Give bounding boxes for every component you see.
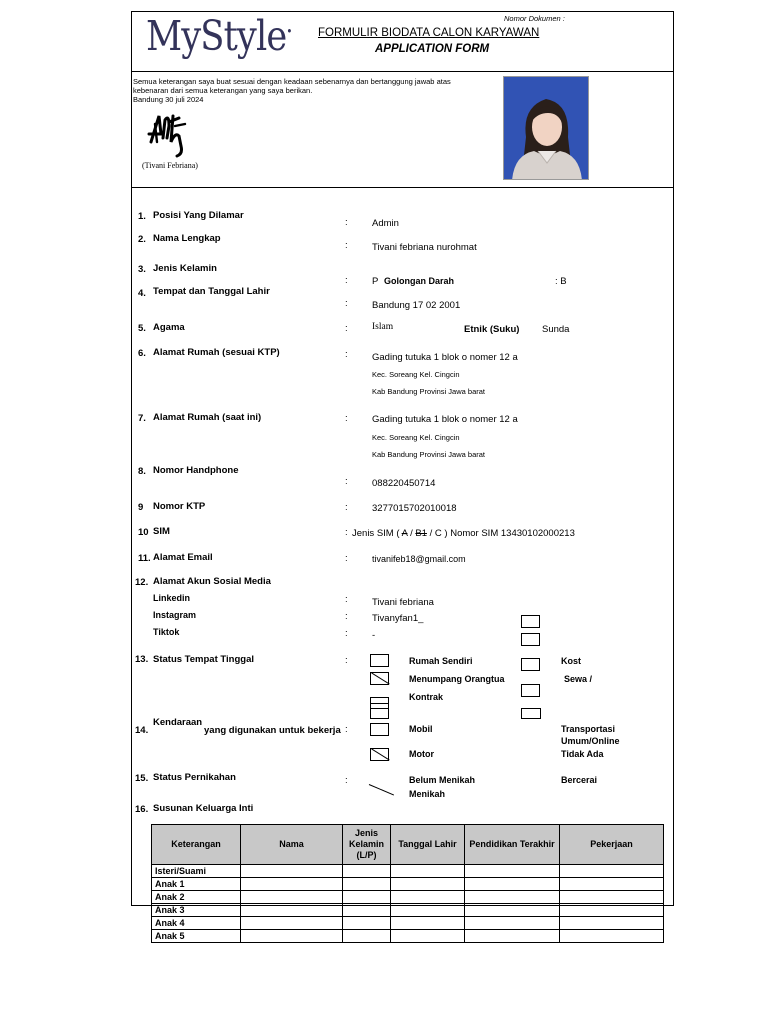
blood-type-value[interactable]: : B [555,276,567,287]
declaration-place-date: Bandung 30 juli 2024 [133,95,204,104]
colon: : [345,628,348,639]
sim-label: SIM [153,526,170,537]
checkbox-menumpang-orangtua[interactable] [370,672,389,685]
checkbox-sewa[interactable] [521,684,540,697]
checkbox-rumah-sendiri[interactable] [370,654,389,667]
table-cell[interactable] [241,917,343,930]
instagram-label: Instagram [153,610,197,620]
field-number: 16. [135,804,149,815]
email-value[interactable]: tivanifeb18@gmail.com [372,554,466,564]
row-label: Anak 2 [152,891,241,904]
field-number: 1. [138,211,146,222]
colon: : [345,655,348,666]
colon: : [345,275,348,286]
position-label: Posisi Yang Dilamar [153,210,244,221]
table-cell[interactable] [560,917,664,930]
checkbox-transportasi[interactable] [521,708,541,719]
table-cell[interactable] [391,891,465,904]
row-label: Isteri/Suami [152,865,241,878]
option-kost: Kost [561,656,581,666]
phone-label: Nomor Handphone [153,465,239,476]
field-number: 6. [138,348,146,359]
option-menumpang-orangtua: Menumpang Orangtua [409,674,505,684]
table-cell[interactable] [560,878,664,891]
table-cell[interactable] [343,904,391,917]
field-number: 4. [138,288,146,299]
family-composition-label: Susunan Keluarga Inti [153,803,254,814]
table-cell[interactable] [391,878,465,891]
option-menikah: Menikah [409,789,446,799]
birth-place-date-value[interactable]: Bandung 17 02 2001 [372,300,461,311]
colon: : [345,323,348,334]
checkbox-kost[interactable] [521,658,540,671]
option-bercerai: Bercerai [561,775,598,785]
colon: : [345,611,348,622]
social-media-label: Alamat Akun Sosial Media [153,576,271,587]
instagram-value[interactable]: Tivanyfan1_ [372,613,424,624]
colon: : [345,298,348,309]
option-umum-online: Umum/Online [561,736,620,746]
table-cell[interactable] [560,930,664,943]
vehicle-label-suffix: yang digunakan untuk bekerja [204,725,341,736]
phone-value[interactable]: 088220450714 [372,478,436,489]
applicant-photo [503,76,589,180]
table-cell[interactable] [343,878,391,891]
table-cell[interactable] [241,930,343,943]
table-cell[interactable] [391,904,465,917]
row-label: Anak 1 [152,878,241,891]
colon: : [345,594,348,605]
colon: : [345,527,348,538]
full-name-value[interactable]: Tivani febriana nurohmat [372,242,477,253]
row-label: Anak 3 [152,904,241,917]
linkedin-value[interactable]: Tivani febriana [372,597,434,608]
colon: : [345,217,348,228]
ktp-address-line-3[interactable]: Kab Bandung Provinsi Jawa barat [372,387,485,396]
field-number: 12. [135,577,149,588]
checkbox-mobil[interactable] [370,723,389,736]
vehicle-label: Kendaraan [153,717,203,728]
checkbox[interactable] [521,633,540,646]
option-motor: Motor [409,749,434,759]
sim-option-b1: B1 [415,528,427,539]
colon: : [345,240,348,251]
table-row [152,930,664,943]
linkedin-label: Linkedin [153,593,191,603]
current-address-line-1[interactable]: Gading tutuka 1 blok o nomer 12 a [372,414,518,425]
table-row [152,904,664,917]
field-number: 2. [138,234,146,245]
ktp-address-label: Alamat Rumah (sesuai KTP) [153,347,280,358]
table-cell[interactable] [391,917,465,930]
full-name-label: Nama Lengkap [153,233,221,244]
checkbox[interactable] [521,615,540,628]
table-cell[interactable] [465,904,560,917]
table-cell[interactable] [241,865,343,878]
table-cell[interactable] [241,904,343,917]
field-number: 5. [138,323,146,334]
field-number: 13. [135,654,149,665]
current-address-label: Alamat Rumah (saat ini) [153,412,262,423]
colon: : [345,502,348,513]
table-cell[interactable] [560,865,664,878]
ktp-address-line-1[interactable]: Gading tutuka 1 blok o nomer 12 a [372,352,518,363]
ktp-number-value[interactable]: 3277015702010018 [372,503,457,514]
field-number: 10 [138,527,149,538]
field-number: 15. [135,773,149,784]
column-header: Pendidikan Terakhir [465,825,560,865]
column-header: Jenis Kelamin (L/P) [343,825,391,865]
table-row [152,917,664,930]
marital-status-label: Status Pernikahan [153,772,236,783]
table-cell[interactable] [465,917,560,930]
table-row [152,865,664,878]
row-label: Anak 4 [152,917,241,930]
position-value[interactable]: Admin [372,218,399,229]
table-cell[interactable] [241,878,343,891]
colon: : [345,413,348,424]
tiktok-label: Tiktok [153,627,180,637]
signer-name: (Tivani Febriana) [142,161,198,170]
field-number: 9 [138,502,144,513]
table-cell[interactable] [343,917,391,930]
form-title: FORMULIR BIODATA CALON KARYAWAN [318,27,540,39]
birth-place-date-label: Tempat dan Tanggal Lahir [153,286,270,297]
declaration-line-1: Semua keterangan saya buat sesuai dengan keadaan sebenarnya dan bertanggung jawab atas [133,77,451,86]
column-header: Pekerjaan [560,825,664,865]
field-number: 14. [135,725,149,736]
table-cell[interactable] [560,904,664,917]
checkbox-kontrak-2[interactable] [370,708,389,719]
colon: : [345,476,348,487]
option-sewa: Sewa / [564,674,593,684]
row-label: Anak 5 [152,930,241,943]
option-rumah-sendiri: Rumah Sendiri [409,656,473,666]
table-cell[interactable] [391,865,465,878]
field-number: 7. [138,413,146,424]
field-number: 3. [138,264,146,275]
signature-image [145,112,189,158]
table-cell[interactable] [343,930,391,943]
ktp-number-label: Nomor KTP [153,501,206,512]
gender-label: Jenis Kelamin [153,263,217,274]
table-cell[interactable] [465,891,560,904]
company-logo: MyStyle• [146,12,292,60]
table-cell[interactable] [465,865,560,878]
sim-option-a: A [401,528,408,539]
table-row [152,878,664,891]
table-cell[interactable] [241,891,343,904]
ethnicity-label: Etnik (Suku) [464,324,520,335]
header-divider [131,71,674,72]
ktp-address-line-2[interactable]: Kec. Soreang Kel. Cingcin [372,370,460,379]
table-cell[interactable] [560,891,664,904]
tiktok-value[interactable]: - [372,630,376,641]
field-number: 11. [138,553,151,564]
religion-value[interactable]: Islam [372,322,394,332]
option-tidak-ada: Tidak Ada [561,749,604,759]
table-cell[interactable] [391,930,465,943]
colon: : [345,553,348,564]
column-header: Tanggal Lahir [391,825,465,865]
table-cell[interactable] [465,878,560,891]
table-cell[interactable] [465,930,560,943]
gender-value[interactable]: P [372,276,379,287]
option-transportasi: Transportasi [561,724,616,734]
column-header: Nama [241,825,343,865]
form-subtitle: APPLICATION FORM [375,43,490,55]
email-label: Alamat Email [153,552,213,563]
sim-value[interactable]: Jenis SIM ( A / B1 / C ) Nomor SIM 13430102000213 [352,528,575,539]
colon: : [345,724,348,735]
table-cell[interactable] [343,891,391,904]
checkbox-motor[interactable] [370,748,389,761]
column-header: Keterangan [152,825,241,865]
blood-type-label: Golongan Darah [384,276,455,286]
family-table [151,824,664,943]
colon: : [345,775,348,786]
option-belum-menikah: Belum Menikah [409,775,476,785]
current-address-line-2[interactable]: Kec. Soreang Kel. Cingcin [372,433,460,442]
field-number: 8. [138,466,146,477]
colon: : [345,349,348,360]
ethnicity-value[interactable]: Sunda [542,324,570,335]
table-cell[interactable] [343,865,391,878]
option-kontrak: Kontrak [409,692,444,702]
current-address-line-3[interactable]: Kab Bandung Provinsi Jawa barat [372,450,485,459]
residence-status-label: Status Tempat Tinggal [153,654,254,665]
religion-label: Agama [153,322,185,333]
declaration-line-2: kebenaran dari semua keterangan yang saya berikan. [133,86,313,95]
table-row [152,891,664,904]
document-number-label: Nomor Dokumen : [504,14,565,23]
section-divider [131,187,674,188]
option-mobil: Mobil [409,724,433,734]
